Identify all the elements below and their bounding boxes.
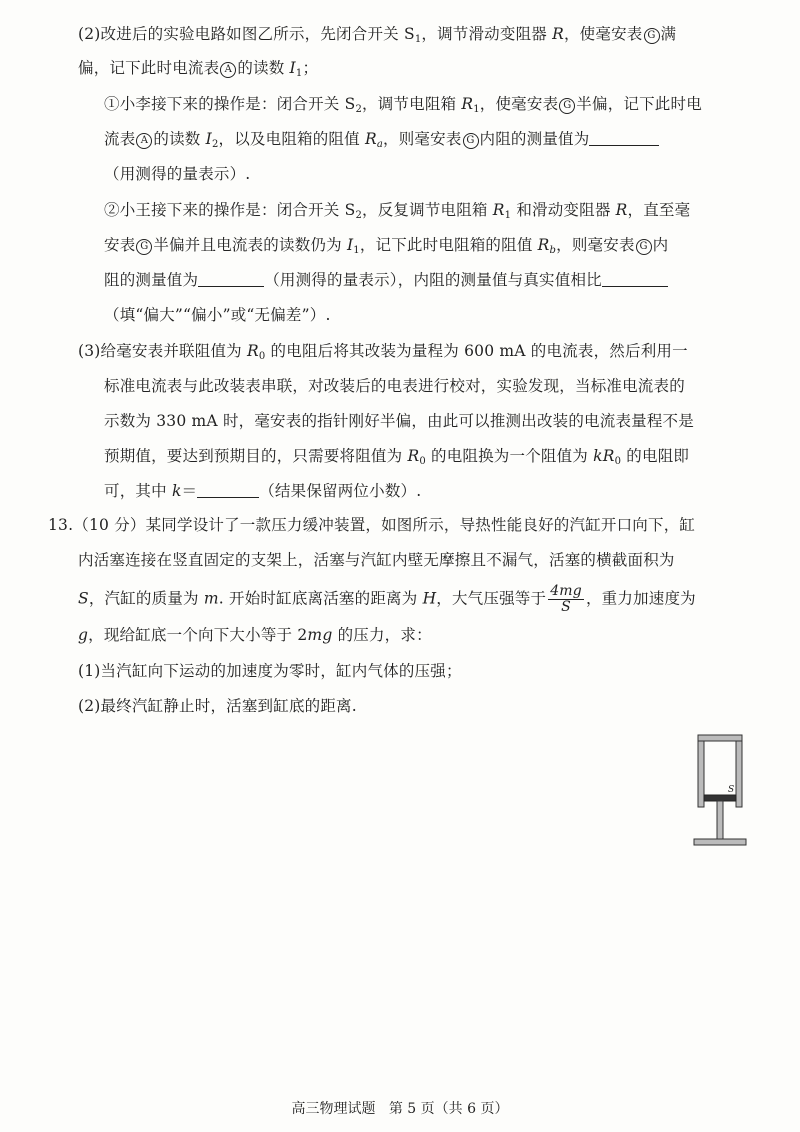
q13-line3: S，汽缸的质量为 m. 开始时缸底离活塞的距离为 H，大气压强等于 $\frac{4mg}{S}$ ，重力加速度为 [78,583,696,615]
part2-line1: (2)改进后的实验电路如图乙所示，先闭合开关 $S_1$，调节滑动变阻器 R，使毫安表 G 满 [78,25,677,45]
sub2-line3: 阻的测量值为 （用测得的量表示），内阻的测量值与真实值相比 [104,269,668,291]
footer-page-number: 第 5 页（共 6 页） [388,1101,509,1117]
piston [704,795,736,801]
milliammeter-symbol: G [463,133,479,149]
part3-line1: (3)给毫安表并联阻值为 $R_0$ 的电阻后将其改装为量程为 600 mA 的电流表，然后利用一 [78,342,688,362]
part3-line2: 标准电流表与此改装表串联，对改装后的电表进行校对，实验发现，当标准电流表的 [104,377,685,395]
sub2-line1: ②小王接下来的操作是：闭合开关 $S_2$，反复调节电阻箱 $R_1$ 和滑动变阻器 R，直至毫 [104,201,691,221]
footer-title: 高三物理试题 [291,1101,376,1117]
q13-line2: 内活塞连接在竖直固定的支架上，活塞与汽缸内壁无摩擦且不漏气，活塞的横截面积为 [78,551,675,569]
sub2-line4: （填“偏大”“偏小”或“无偏差”）. [104,306,331,324]
part3-line3: 示数为 330 mA 时，毫安表的指针刚好半偏，由此可以推测出改装的电流表量程不是 [104,412,694,430]
answer-blank[interactable] [589,129,659,146]
page-footer [0,1098,800,1118]
pressure-fraction: $\frac{4mg}{S}$ [550,583,582,615]
ammeter-symbol: A [136,133,152,149]
sub1-line2: 流表 A 的读数 $I_2$，以及电阻箱的阻值 $R_a$，则毫安表 G 内阻的测量值为 [104,128,659,156]
sub1-line3: （用测得的量表示）. [104,165,251,183]
part2-line2: 偏，记下此时电流表 A 的读数 $I_1$； [78,59,319,79]
sub2-line2: 安表 G 半偏并且电流表的读数仍为 $I_1$，记下此时电阻箱的阻值 $R_b$，则毫安表 G 内 [104,236,669,256]
ammeter-symbol: A [220,62,236,78]
part3-line4: 预期值，要达到预期目的，只需要将阻值为 $R_0$ 的电阻换为一个阻值为 $kR_0$ 的电阻即 [104,447,690,467]
milliammeter-symbol: G [559,98,575,114]
answer-blank[interactable] [198,270,264,287]
answer-blank[interactable] [602,270,668,287]
q13-line4: g，现给缸底一个向下大小等于 2mg 的压力，求： [78,626,432,644]
answer-blank[interactable] [197,481,259,498]
q13-line1: 13.（10 分）某同学设计了一款压力缓冲装置，如图所示，导热性能良好的汽缸开口向下，缸 [48,516,696,534]
milliammeter-symbol: G [644,28,660,44]
part3-line5: 可，其中 k＝ （结果保留两位小数）. [104,482,422,500]
q13-line6: (2)最终汽缸静止时，活塞到缸底的距离. [78,697,357,715]
cylinder-figure [690,733,750,851]
milliammeter-symbol: G [136,239,152,255]
area-label: S [728,785,735,795]
q13-line5: (1)当汽缸向下运动的加速度为零时，缸内气体的压强； [78,662,462,680]
milliammeter-symbol: G [636,239,652,255]
sub1-line1: ①小李接下来的操作是：闭合开关 $S_2$，调节电阻箱 $R_1$，使毫安表 G 半偏，记下此时电 [104,95,702,115]
